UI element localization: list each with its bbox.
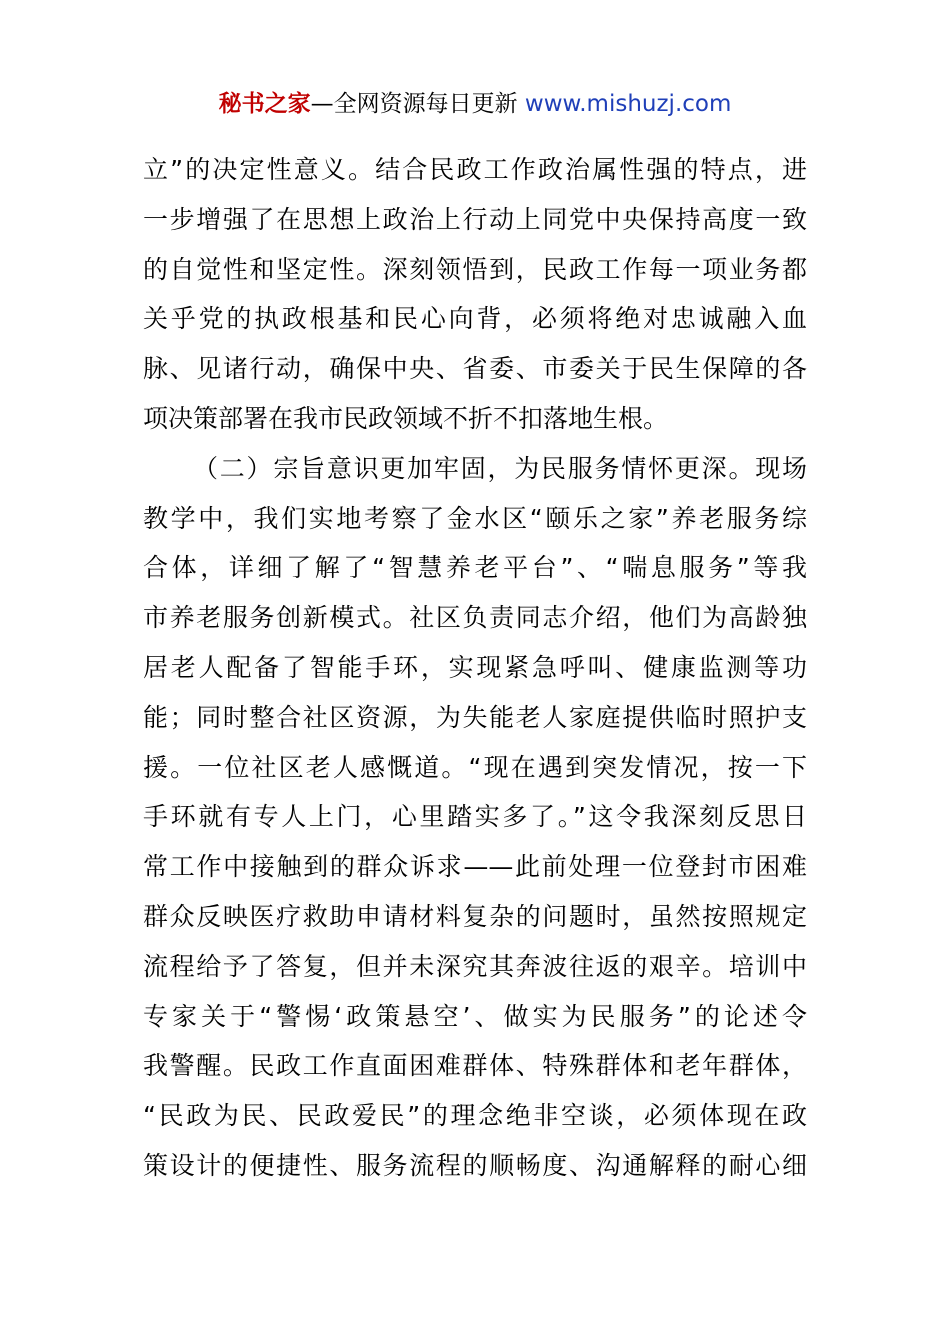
text-line: 项决策部署在我市民政领域不折不扣落地生根。 [143,403,669,433]
text-line: 群众反映医疗救助申请材料复杂的问题时，虽然按照规定 [143,901,807,931]
text-line: 居老人配备了智能手环，实现紧急呼叫、健康监测等功 [143,652,807,682]
text-line: 立”的决定性意义。结合民政工作政治属性强的特点，进 [143,155,807,184]
text-line: 我警醒。民政工作直面困难群体、特殊群体和老年群体， [143,1051,807,1081]
text-line: 策设计的便捷性、服务流程的顺畅度、沟通解释的耐心细 [143,1150,807,1180]
text-line: 能；同时整合社区资源，为失能老人家庭提供临时照护支 [143,702,807,732]
document-body [143,145,807,1191]
text-line: 专家关于“警惕‘政策悬空’、做实为民服务”的论述令 [143,1001,807,1031]
header-tagline: —全网资源每日更新 [310,91,525,117]
text-line: 合体，详细了解了“智慧养老平台”、“喘息服务”等我 [143,553,807,583]
brand-name: 秘书之家 [218,91,311,117]
text-line: 脉、见诸行动，确保中央、省委、市委关于民生保障的各 [143,354,807,384]
text-line: 手环就有专人上门，心里踏实多了。”这令我深刻反思日 [143,802,807,832]
text-line: 常工作中接触到的群众诉求——此前处理一位登封市困难 [143,852,807,882]
text-line: 援。一位社区老人感慨道。“现在遇到突发情况，按一下 [143,752,807,782]
text-line: 教学中，我们实地考察了金水区“颐乐之家”养老服务综 [143,503,807,533]
text-line: 的自觉性和坚定性。深刻领悟到，民政工作每一项业务都 [143,254,807,284]
text-line: “民政为民、民政爱民”的理念绝非空谈，必须体现在政 [143,1101,807,1131]
text-line: 关乎党的执政根基和民心向背，必须将绝对忠诚融入血 [143,304,807,334]
section-heading-line: （二）宗旨意识更加牢固，为民服务情怀更深。现场 [193,453,807,483]
text-line: 流程给予了答复，但并未深究其奔波往返的艰辛。培训中 [143,951,807,981]
text-line: 市养老服务创新模式。社区负责同志介绍，他们为高龄独 [143,603,807,633]
text-line: 一步增强了在思想上政治上行动上同党中央保持高度一致 [143,204,807,234]
site-url-link[interactable]: www.mishuzj.com [524,91,732,117]
page-header [0,86,950,122]
